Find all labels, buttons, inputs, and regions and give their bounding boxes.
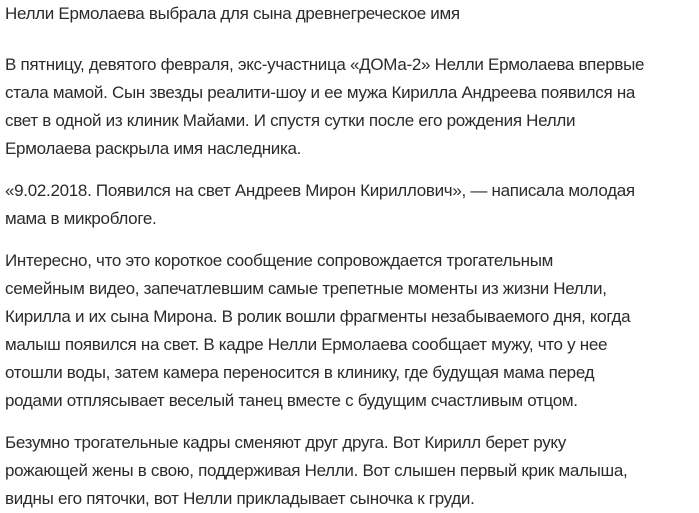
paragraph xyxy=(5,177,695,233)
text-line: видны его пяточки, вот Нелли прикладывает сыночка к груди. xyxy=(5,489,475,508)
text-line: свет в одной из клиник Майами. И спустя сутки после его рождения Нелли xyxy=(5,111,576,130)
text-line: Безумно трогательные кадры сменяют друг друга. Вот Кирилл берет руку xyxy=(5,433,566,452)
article-title: Нелли Ермолаева выбрала для сына древнегреческое имя xyxy=(5,4,460,23)
text-line: семейным видео, запечатлевшим самые трепетные моменты из жизни Нелли, xyxy=(5,279,607,298)
text-line: рожающей жены в свою, поддерживая Нелли. Вот слышен первый крик малыша, xyxy=(5,461,628,480)
text-line: В пятницу, девятого февраля, экс-участница «ДОМа-2» Нелли Ермолаева впервые xyxy=(5,55,645,74)
text-line: мама в микроблоге. xyxy=(5,209,157,228)
text-line: родами отплясывает веселый танец вместе с будущим счастливым отцом. xyxy=(5,391,578,410)
paragraph xyxy=(5,51,695,163)
text-line: «9.02.2018. Появился на свет Андреев Мирон Кириллович», — написала молодая xyxy=(5,181,635,200)
paragraph xyxy=(5,429,695,513)
text-line: Кирилла и их сына Мирона. В ролик вошли фрагменты незабываемого дня, когда xyxy=(5,307,631,326)
article-body xyxy=(5,51,695,513)
text-line: отошли воды, затем камера переносится в клинику, где будущая мама перед xyxy=(5,363,595,382)
text-line: малыш появился на свет. В кадре Нелли Ермолаева сообщает мужу, что у нее xyxy=(5,335,608,354)
paragraph xyxy=(5,247,695,415)
text-line: Ермолаева раскрыла имя наследника. xyxy=(5,139,302,158)
text-line: стала мамой. Сын звезды реалити-шоу и ее мужа Кирилла Андреева появился на xyxy=(5,83,636,102)
text-line: Интересно, что это короткое сообщение сопровождается трогательным xyxy=(5,251,554,270)
